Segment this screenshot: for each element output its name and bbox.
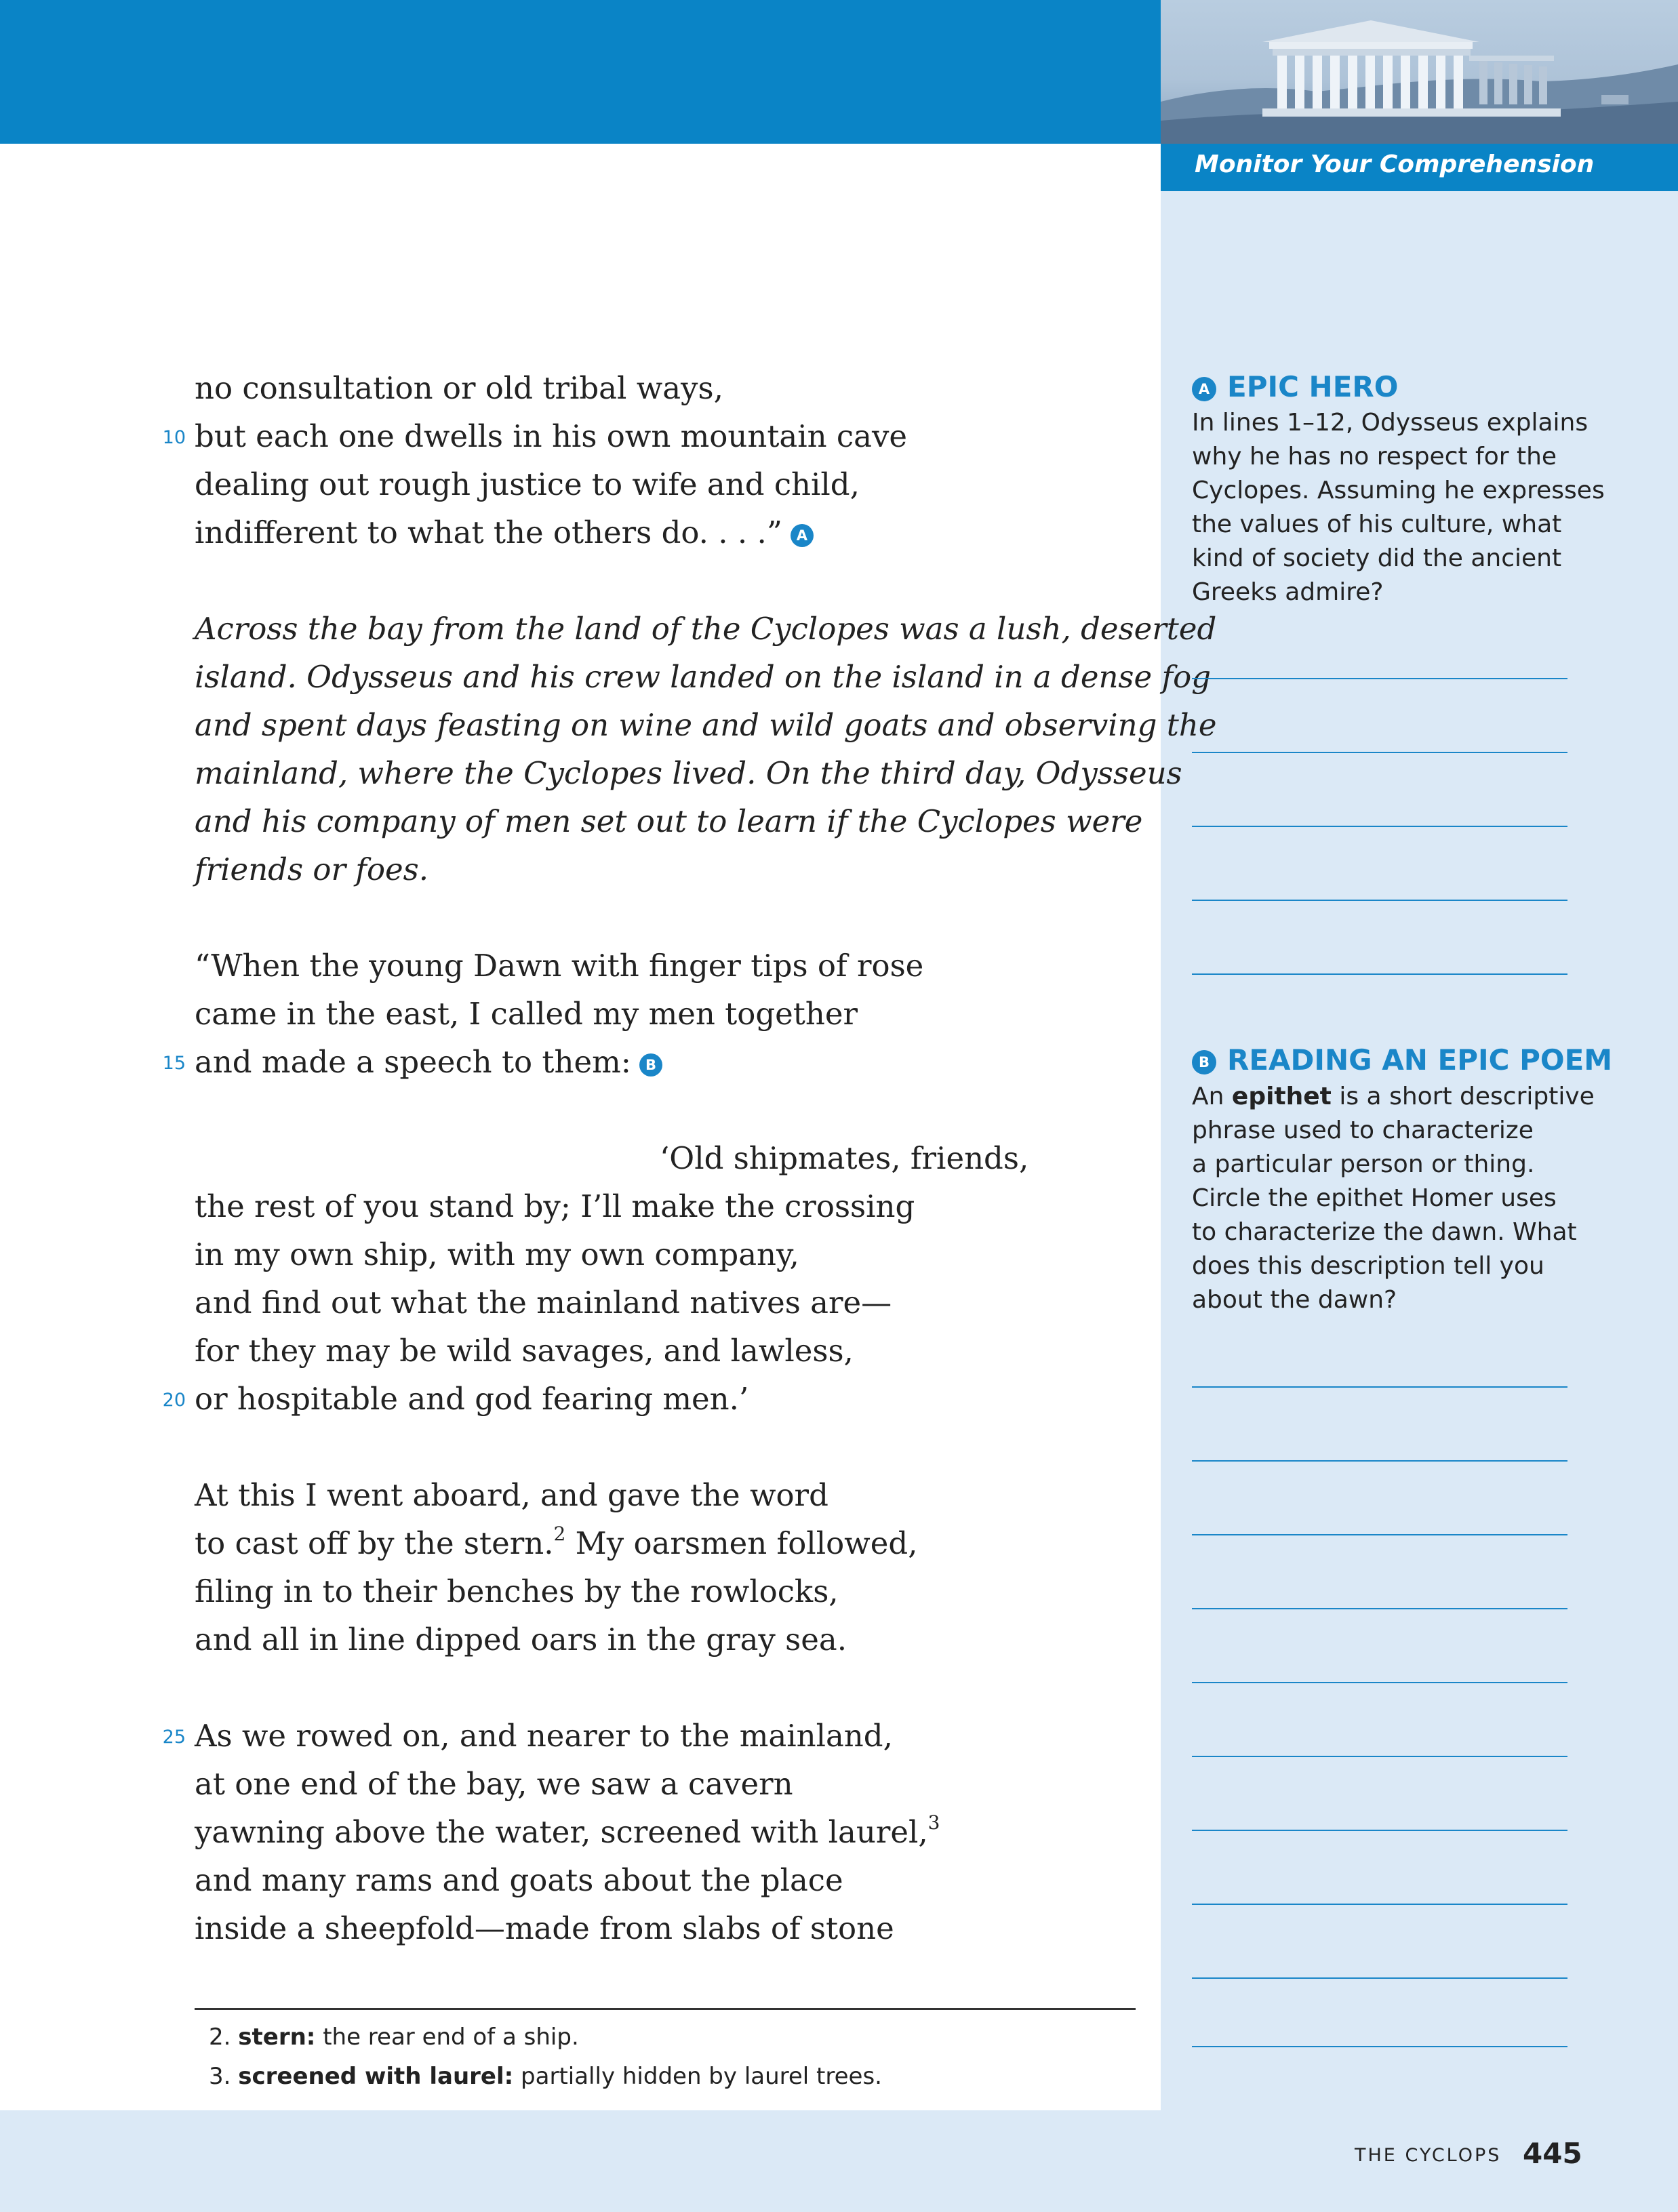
answer-line[interactable] (1192, 1977, 1567, 1979)
poem-line: for they may be wild savages, and lawless, (195, 1333, 854, 1369)
answer-line[interactable] (1192, 900, 1567, 901)
note-b-text-part: is a short descriptive (1339, 1083, 1595, 1110)
note-b-text: to characterize the dawn. What (1192, 1218, 1577, 1246)
poem-line: in my own ship, with my own company, (195, 1236, 799, 1272)
footnote (209, 2026, 579, 2049)
footnote-term: stern: (238, 2024, 316, 2051)
poem-line: and all in line dipped oars in the gray sea. (195, 1622, 847, 1657)
poem-line: dealing out rough justice to wife and child, (195, 466, 860, 502)
footnote-ref: 2 (553, 1523, 566, 1545)
poem-line-text: to cast off by the stern. (195, 1525, 554, 1561)
answer-line[interactable] (1192, 973, 1567, 975)
footnote-definition: partially hidden by laurel trees. (521, 2063, 882, 2090)
marker-a-icon: A (791, 524, 814, 547)
answer-line[interactable] (1192, 1386, 1567, 1388)
summary-line: island. Odysseus and his crew landed on the island in a dense fog (195, 659, 1212, 695)
summary-line: and spent days feasting on wine and wild goats and observing the (195, 707, 1217, 743)
poem-line: ‘Old shipmates, friends, (660, 1140, 1029, 1176)
marker-b-icon: B (639, 1053, 662, 1077)
poem-line: As we rowed on, and nearer to the mainland, (195, 1718, 893, 1754)
poem-line (195, 1044, 662, 1080)
answer-line[interactable] (1192, 1608, 1567, 1609)
poem-line: came in the east, I called my men together (195, 996, 858, 1032)
poem-line: and find out what the mainland natives are— (195, 1285, 892, 1321)
poem-line-text: indifferent to what the others do. . . .” (195, 515, 782, 550)
note-a-text: Greeks admire? (1192, 578, 1384, 606)
note-b-text: phrase used to characterize (1192, 1117, 1534, 1144)
footnote-number: 3. (209, 2063, 231, 2090)
note-heading-text: READING AN EPIC POEM (1227, 1043, 1613, 1077)
poem-line: inside a sheepfold—made from slabs of stone (195, 1910, 894, 1946)
line-number: 20 (162, 1390, 186, 1411)
poem-line: no consultation or old tribal ways, (195, 370, 723, 406)
line-number: 25 (162, 1727, 186, 1748)
note-b-term: epithet (1231, 1083, 1332, 1110)
note-a-text: the values of his culture, what (1192, 510, 1562, 538)
footnote-divider (195, 2008, 1136, 2010)
parthenon-illustration (1161, 0, 1678, 144)
note-heading-text: EPIC HERO (1227, 370, 1399, 403)
poem-line (195, 517, 814, 548)
running-head: THE CYCLOPS (1355, 2145, 1502, 2166)
answer-line[interactable] (1192, 1830, 1567, 1831)
summary-line: and his company of men set out to learn if the Cyclopes were (195, 803, 1143, 839)
poem-line-text: My oarsmen followed, (575, 1525, 918, 1561)
note-a-text: In lines 1–12, Odysseus explains (1192, 409, 1589, 437)
poem-line: and many rams and goats about the place (195, 1862, 843, 1898)
note-b-text: about the dawn? (1192, 1286, 1397, 1314)
note-b-text: does this description tell you (1192, 1252, 1544, 1280)
poem-line: “When the young Dawn with finger tips of rose (195, 948, 924, 984)
summary-line: friends or foes. (195, 851, 429, 887)
footnote-ref: 3 (927, 1811, 940, 1834)
answer-line[interactable] (1192, 1756, 1567, 1757)
note-b-text (1192, 1085, 1595, 1109)
answer-line[interactable] (1192, 1534, 1567, 1535)
note-a-text: kind of society did the ancient (1192, 544, 1562, 572)
answer-line[interactable] (1192, 2046, 1567, 2047)
page-number: 445 (1523, 2137, 1582, 2170)
poem-line (195, 1811, 940, 1850)
poem-line-text: yawning above the water, screened with laurel, (195, 1814, 928, 1850)
line-number: 15 (162, 1053, 186, 1074)
answer-line[interactable] (1192, 1904, 1567, 1905)
footnote (209, 2065, 882, 2088)
answer-line[interactable] (1192, 826, 1567, 827)
line-number: 10 (162, 427, 186, 448)
poem-line: at one end of the bay, we saw a cavern (195, 1766, 793, 1802)
note-b-text-part: An (1192, 1083, 1224, 1110)
answer-line[interactable] (1192, 678, 1567, 679)
summary-line: Across the bay from the land of the Cyclopes was a lush, deserted (195, 611, 1217, 647)
section-title: Monitor Your Comprehension (1195, 150, 1595, 178)
parthenon-photo (1161, 0, 1678, 144)
answer-line[interactable] (1192, 1460, 1567, 1462)
poem-line: or hospitable and god fearing men.’ (195, 1381, 749, 1417)
poem-line: the rest of you stand by; I’ll make the crossing (195, 1188, 915, 1224)
poem-line: filing in to their benches by the rowlocks, (195, 1573, 839, 1609)
note-b-heading (1192, 1043, 1613, 1077)
note-b-text: Circle the epithet Homer uses (1192, 1184, 1557, 1212)
header-banner (0, 0, 1161, 144)
note-a-text: why he has no respect for the (1192, 443, 1557, 470)
note-b-text: a particular person or thing. (1192, 1150, 1535, 1178)
answer-line[interactable] (1192, 752, 1567, 753)
note-a-text: Cyclopes. Assuming he expresses (1192, 477, 1605, 504)
poem-line: At this I went aboard, and gave the word (195, 1477, 828, 1513)
poem-line-text: and made a speech to them: (195, 1044, 631, 1080)
footnote-term: screened with laurel: (238, 2063, 514, 2090)
marker-a-icon: A (1192, 377, 1216, 401)
marker-b-icon: B (1192, 1050, 1216, 1074)
footnote-number: 2. (209, 2024, 231, 2051)
note-a-heading (1192, 370, 1399, 403)
poem-line: but each one dwells in his own mountain cave (195, 418, 908, 454)
answer-line[interactable] (1192, 1682, 1567, 1683)
footnote-definition: the rear end of a ship. (323, 2024, 579, 2051)
summary-line: mainland, where the Cyclopes lived. On the third day, Odysseus (195, 755, 1182, 791)
poem-line (195, 1523, 918, 1561)
